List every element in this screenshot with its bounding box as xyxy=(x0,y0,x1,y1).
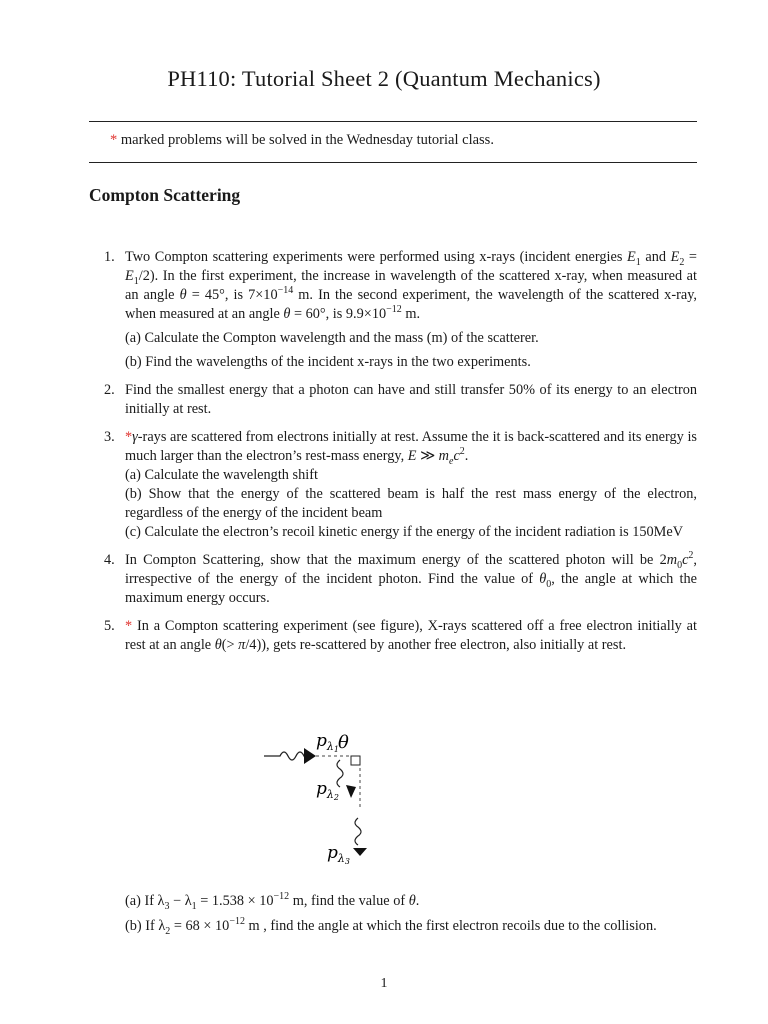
problem-text: * In a Compton scattering experiment (see figure), X-rays scattered off a free electron initially at rest at an angle θ(> π/4)), gets re-scattered by another free electron, also initially at rest. xyxy=(125,618,697,653)
problem-5-part-a: (a) If $\lambda_3 - \lambda_1 = 1.538 \times 10^{-12}$ m, find the value of θ. xyxy=(125,891,420,912)
problem-text: Find the smallest energy that a photon can have and still transfer 50% of its energy to an electron initially at rest. xyxy=(125,382,697,417)
label-p-lambda3: $p_\lambda 3$ xyxy=(327,843,350,866)
page-number: 1 xyxy=(380,976,388,991)
problem-3-part-c: (c) Calculate the electron’s recoil kinetic energy if the energy of the incident radiation is 150MeV xyxy=(125,524,684,540)
problem-list xyxy=(89,248,697,664)
scattered-photon-1 xyxy=(337,760,343,787)
problem-number: 2. xyxy=(104,382,115,398)
arrow-3 xyxy=(353,848,367,856)
bottom-divider xyxy=(89,162,697,163)
label-theta: θ xyxy=(338,732,349,753)
problem-text: *γ-rays are scattered from electrons initially at rest. Assume the it is back-scattered and its energy is much larger than the electron’s rest-mass energy, E ≫ $m_ec^2$. xyxy=(125,429,697,467)
top-divider xyxy=(89,121,697,122)
problem-5-part-b: (b) If $\lambda_2 = 68 \times 10^{-12}$ m , find the angle at which the first electron recoils due to the collision. xyxy=(125,916,657,937)
problem-3 xyxy=(89,428,697,542)
problem-1 xyxy=(89,248,697,372)
problem-1-part-a: (a) Calculate the Compton wavelength and the mass (m) of the scatterer. xyxy=(125,330,539,346)
page-title: PH110: Tutorial Sheet 2 (Quantum Mechanics) xyxy=(167,66,601,91)
compton-figure xyxy=(250,722,410,872)
label-p-lambda2: $p_\lambda 2$ xyxy=(316,779,339,802)
arrow-2 xyxy=(346,785,356,798)
problem-number: 3. xyxy=(104,429,115,445)
section-heading: Compton Scattering xyxy=(89,185,241,205)
problem-5-parts xyxy=(125,892,697,942)
note-text: marked problems will be solved in the Wednesday tutorial class. xyxy=(120,132,494,148)
problem-5 xyxy=(89,617,697,655)
problem-4 xyxy=(89,551,697,608)
label-p-lambda1: $p_\lambda 1$ xyxy=(316,731,339,754)
problem-number: 1. xyxy=(104,249,115,265)
scattered-photon-2 xyxy=(355,818,361,845)
problem-number: 4. xyxy=(104,552,115,568)
problem-number: 5. xyxy=(104,618,115,634)
problem-text: Two Compton scattering experiments were performed using x-rays (incident energies $E_1$ and $E_2 = E_1/2$). In the first experiment, the increase in wavelength of the scattered x-ray, when measured at an angle θ = 45°, is $7\times 10^{-14}$ m. In the second experiment, the wavelength of the scattered x-ray, when measured at an angle θ = 60°, is $9.9\times 10^{-12}$ m. xyxy=(125,249,698,322)
star-marker: * xyxy=(110,132,118,148)
instruction-note xyxy=(110,132,494,149)
problem-3-part-a: (a) Calculate the wavelength shift xyxy=(125,467,318,483)
problem-text: In Compton Scattering, show that the maximum energy of the scattered photon will be $2m_0c^2$, irrespective of the energy of the incident photon. Find the value of $\theta_0$, the angle at which the maximum energy occurs. xyxy=(125,550,697,606)
problem-1-part-b: (b) Find the wavelengths of the incident x-rays in the two experiments. xyxy=(125,354,531,370)
problem-2 xyxy=(89,381,697,419)
right-angle-mark xyxy=(351,756,360,765)
problem-3-part-b: (b) Show that the energy of the scattered beam is half the rest mass energy of the electron, regardless of the energy of the incident beam xyxy=(125,486,697,521)
arrow-1 xyxy=(304,748,316,764)
